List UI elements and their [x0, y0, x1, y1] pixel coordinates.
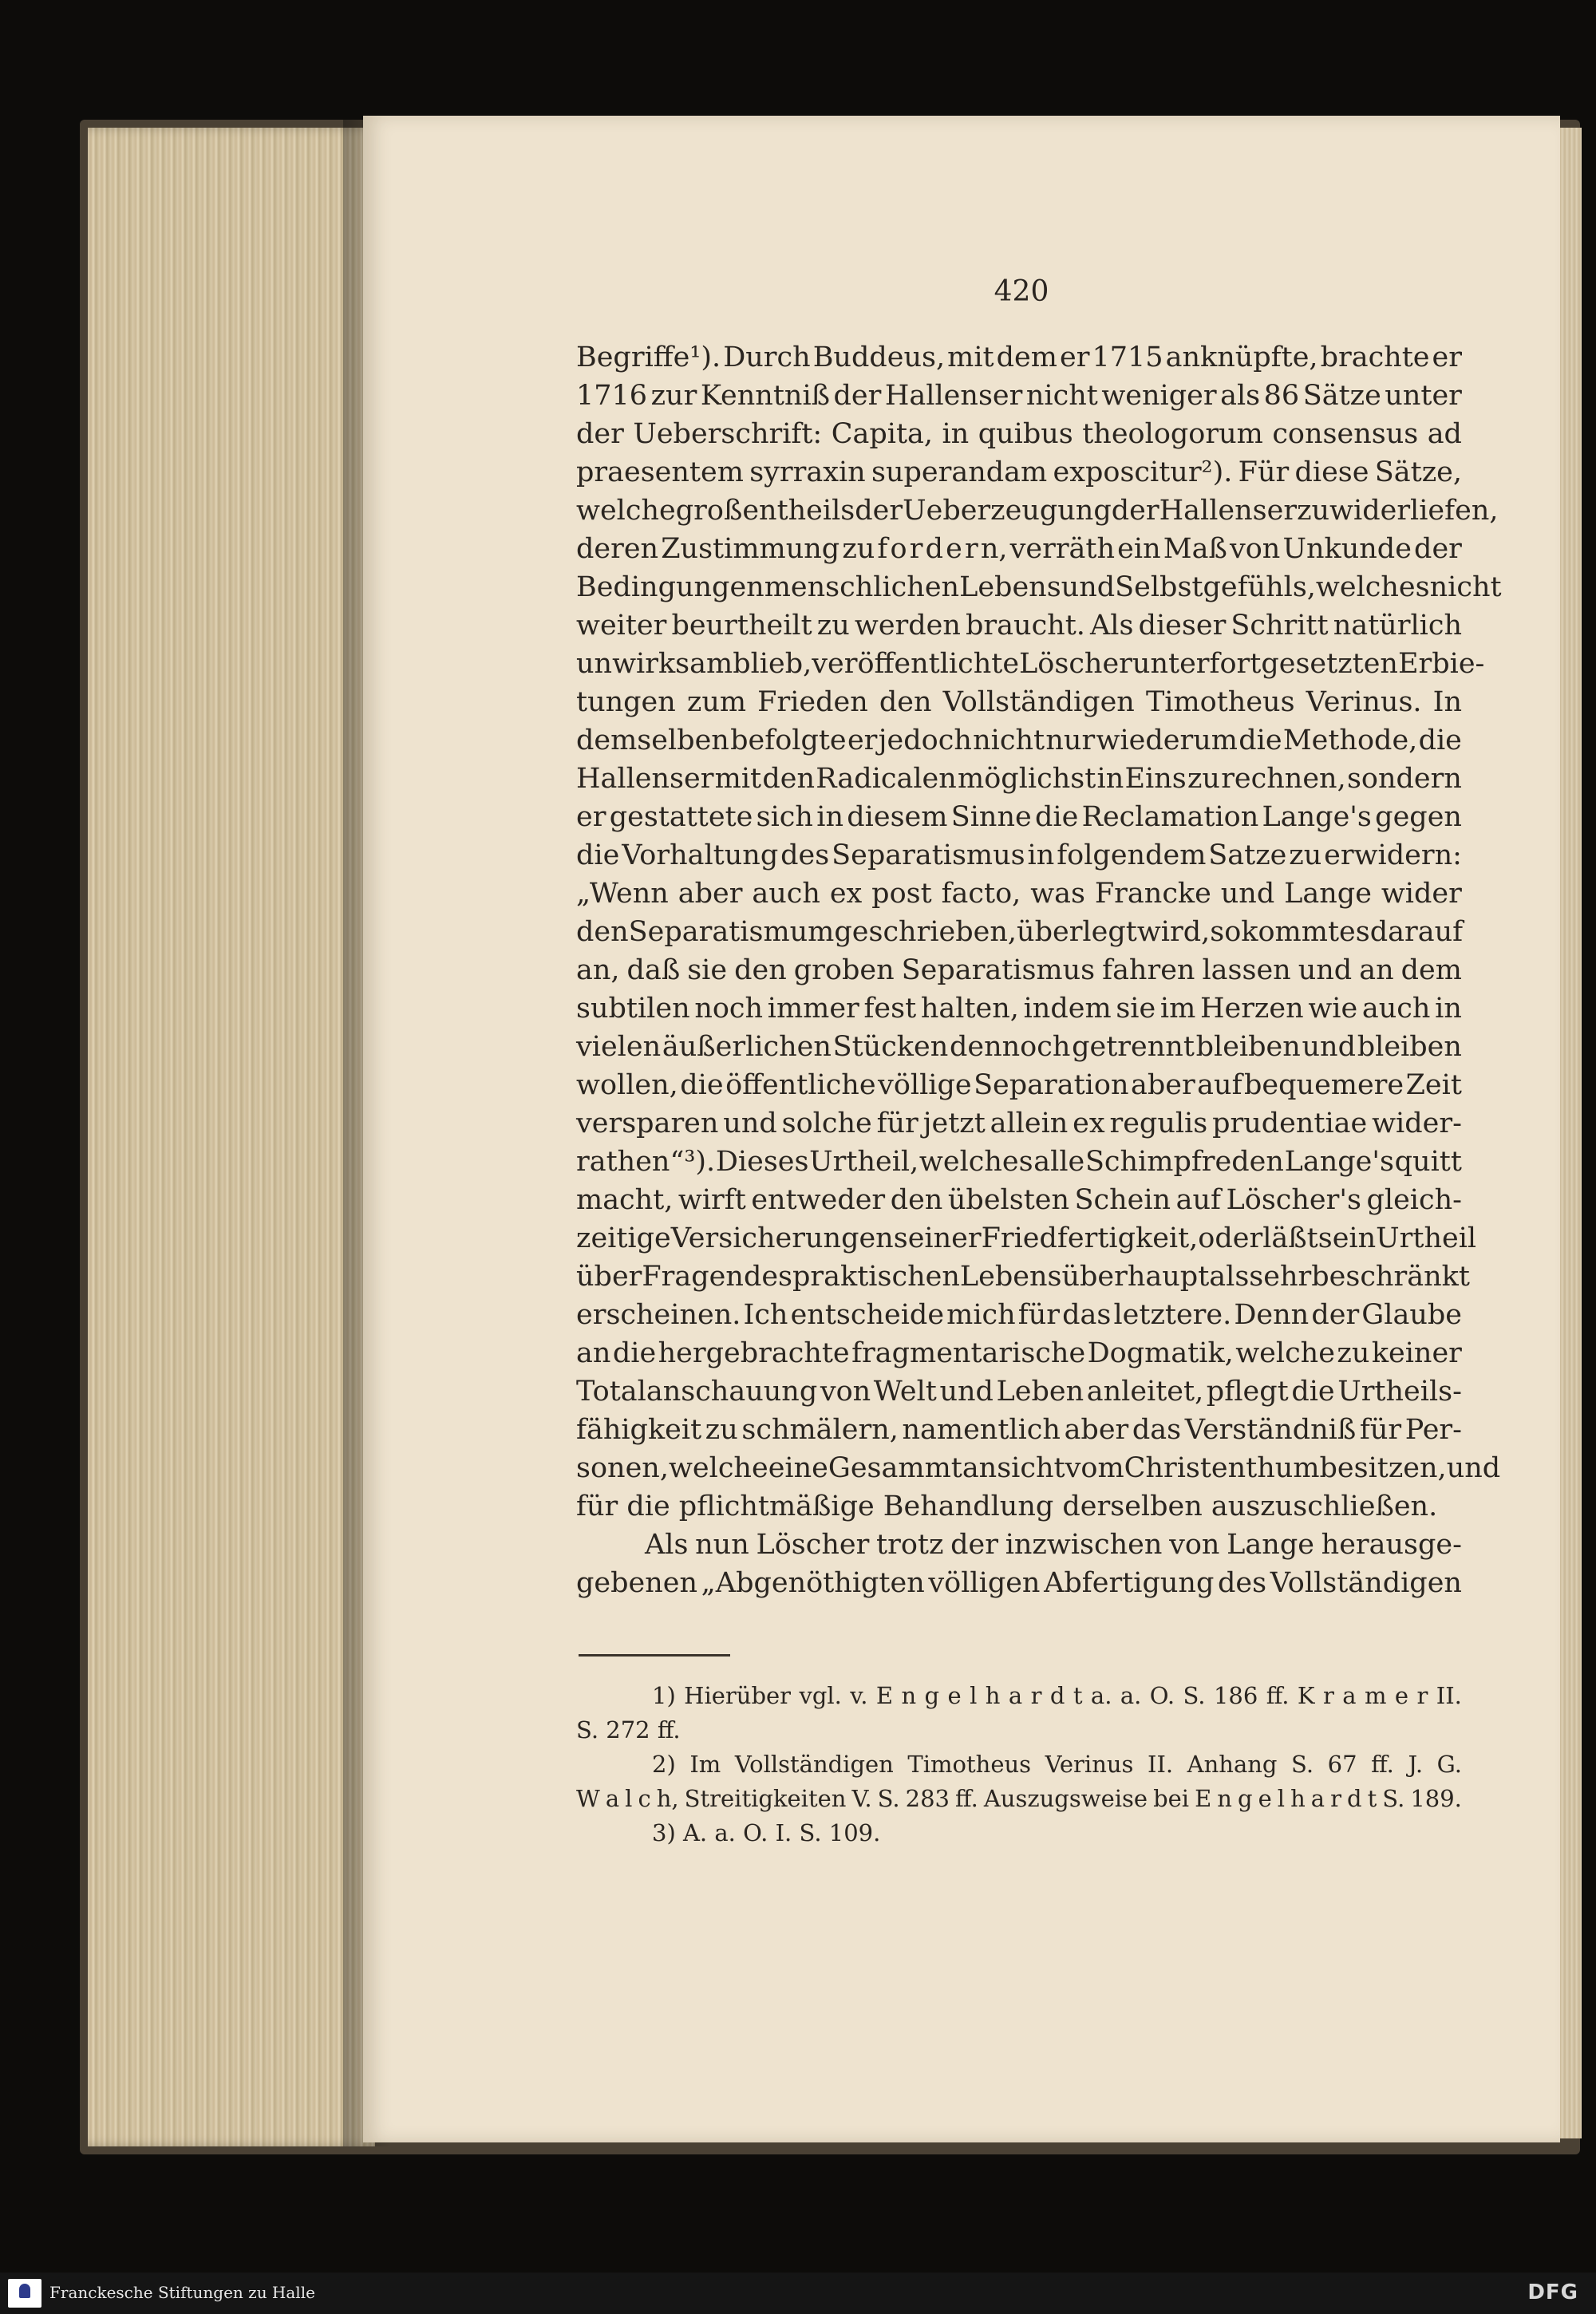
text-line: gebenen „Abgenöthigten völligen Abfertigung des Vollständigen	[576, 1567, 1462, 1599]
footnotes	[576, 1682, 1462, 1854]
text-line: fähigkeit zu schmälern, namentlich aber das Verständniß für Per-	[576, 1414, 1462, 1446]
text-line: Totalanschauung von Welt und Leben anleitet, pflegt die Urtheils-	[576, 1376, 1462, 1408]
text-line: weiter beurtheilt zu werden braucht. Als dieser Schritt natürlich	[576, 610, 1462, 642]
text-line: Hallenser mit den Radicalen möglichst in Eins zu rechnen, sondern	[576, 763, 1462, 795]
text-line: versparen und solche für jetzt allein ex regulis prudentiae wider-	[576, 1108, 1462, 1139]
footnote-separator	[579, 1654, 730, 1657]
text-line: sonen, welche eine Gesammtansicht vom Christenthum besitzen, und	[576, 1452, 1501, 1484]
institution-logo-icon	[8, 2279, 41, 2308]
footnote-line: S. 272 ff.	[576, 1716, 681, 1743]
right-page-edge	[1558, 128, 1582, 2138]
body-text	[576, 342, 1502, 1605]
text-line: wollen, die öffentliche völlige Separation aber auf bequemere Zeit	[576, 1069, 1462, 1101]
text-line: 1716 zur Kenntniß der Hallenser nicht weniger als 86 Sätze unter	[576, 380, 1462, 412]
page-number: 420	[994, 275, 1049, 308]
dfg-badge: DFG	[1527, 2280, 1578, 2304]
text-line: über Fragen des praktischen Lebens überhaupt als sehr beschränkt	[576, 1261, 1470, 1293]
text-line: praesentem syrraxin superandam exposcitur²). Für diese Sätze,	[576, 456, 1462, 488]
text-line: demselben befolgte er jedoch nicht nur wiederum die Methode, die	[576, 725, 1462, 756]
text-line: erscheinen. Ich entscheide mich für das letztere. Denn der Glaube	[576, 1299, 1462, 1331]
archive-footer	[0, 2273, 1596, 2314]
footnote-line: 3) A. a. O. I. S. 109.	[652, 1819, 881, 1846]
text-line: zeitige Versicherungen seiner Friedfertigkeit, oder läßt sein Urtheil	[576, 1222, 1477, 1254]
text-line: vielen äußerlichen Stücken dennoch getrennt bleiben und bleiben	[576, 1031, 1462, 1063]
footnote-line: 1) Hierüber vgl. v. E n g e l h a r d t a. a. O. S. 186 ff. K r a m e r II.	[652, 1682, 1462, 1709]
text-line: macht, wirft entweder den übelsten Schein auf Löscher's gleich-	[576, 1184, 1462, 1216]
logo-mark	[19, 2284, 30, 2298]
text-line: an, daß sie den groben Separatismus fahren lassen und an dem	[576, 954, 1462, 986]
text-line: an die hergebrachte fragmentarische Dogmatik, welche zu keiner	[576, 1337, 1462, 1369]
footnote-line: 2) Im Vollständigen Timotheus Verinus II. Anhang S. 67 ff. J. G.	[652, 1751, 1462, 1778]
text-line: Begriffe¹). Durch Buddeus, mit dem er 1715 anknüpfte, brachte er	[576, 342, 1462, 373]
text-line: die Vorhaltung des Separatismus in folgendem Satze zu erwidern:	[576, 839, 1462, 871]
text-line: „Wenn aber auch ex post facto, was Francke und Lange wider	[576, 878, 1462, 910]
text-line: subtilen noch immer fest halten, indem sie im Herzen wie auch in	[576, 993, 1462, 1025]
text-line: Als nun Löscher trotz der inzwischen von Lange herausge-	[645, 1529, 1462, 1561]
text-line: Bedingungen menschlichen Lebens und Selbstgefühls, welches nicht	[576, 571, 1502, 603]
text-line: er gestattete sich in diesem Sinne die Reclamation Lange's gegen	[576, 801, 1462, 833]
page-edges	[88, 128, 375, 2146]
text-line: deren Zustimmung zu f o r d e r n, verräth ein Maß von Unkunde der	[576, 533, 1462, 565]
text-line: welche großentheils der Ueberzeugung der Hallenser zuwiderliefen,	[576, 495, 1499, 527]
text-line: rathen“³). Dieses Urtheil, welches alle Schimpfreden Lange's quitt	[576, 1146, 1462, 1178]
text-line: für die pflichtmäßige Behandlung derselben auszuschließen.	[576, 1491, 1438, 1522]
text-line: den Separatismum geschrieben, überlegt wird, so kommt es darauf	[576, 916, 1464, 948]
institution-name: Franckesche Stiftungen zu Halle	[49, 2283, 315, 2302]
text-line: tungen zum Frieden den Vollständigen Timotheus Verinus. In	[576, 686, 1462, 718]
footnote-line: W a l c h, Streitigkeiten V. S. 283 ff. Auszugsweise bei E n g e l h a r d t S. 189.	[576, 1785, 1462, 1812]
text-line: der Ueberschrift: Capita, in quibus theologorum consensus ad	[576, 418, 1462, 450]
text-line: unwirksam blieb, veröffentlichte Löscher unter fortgesetzten Erbie-	[576, 648, 1485, 680]
